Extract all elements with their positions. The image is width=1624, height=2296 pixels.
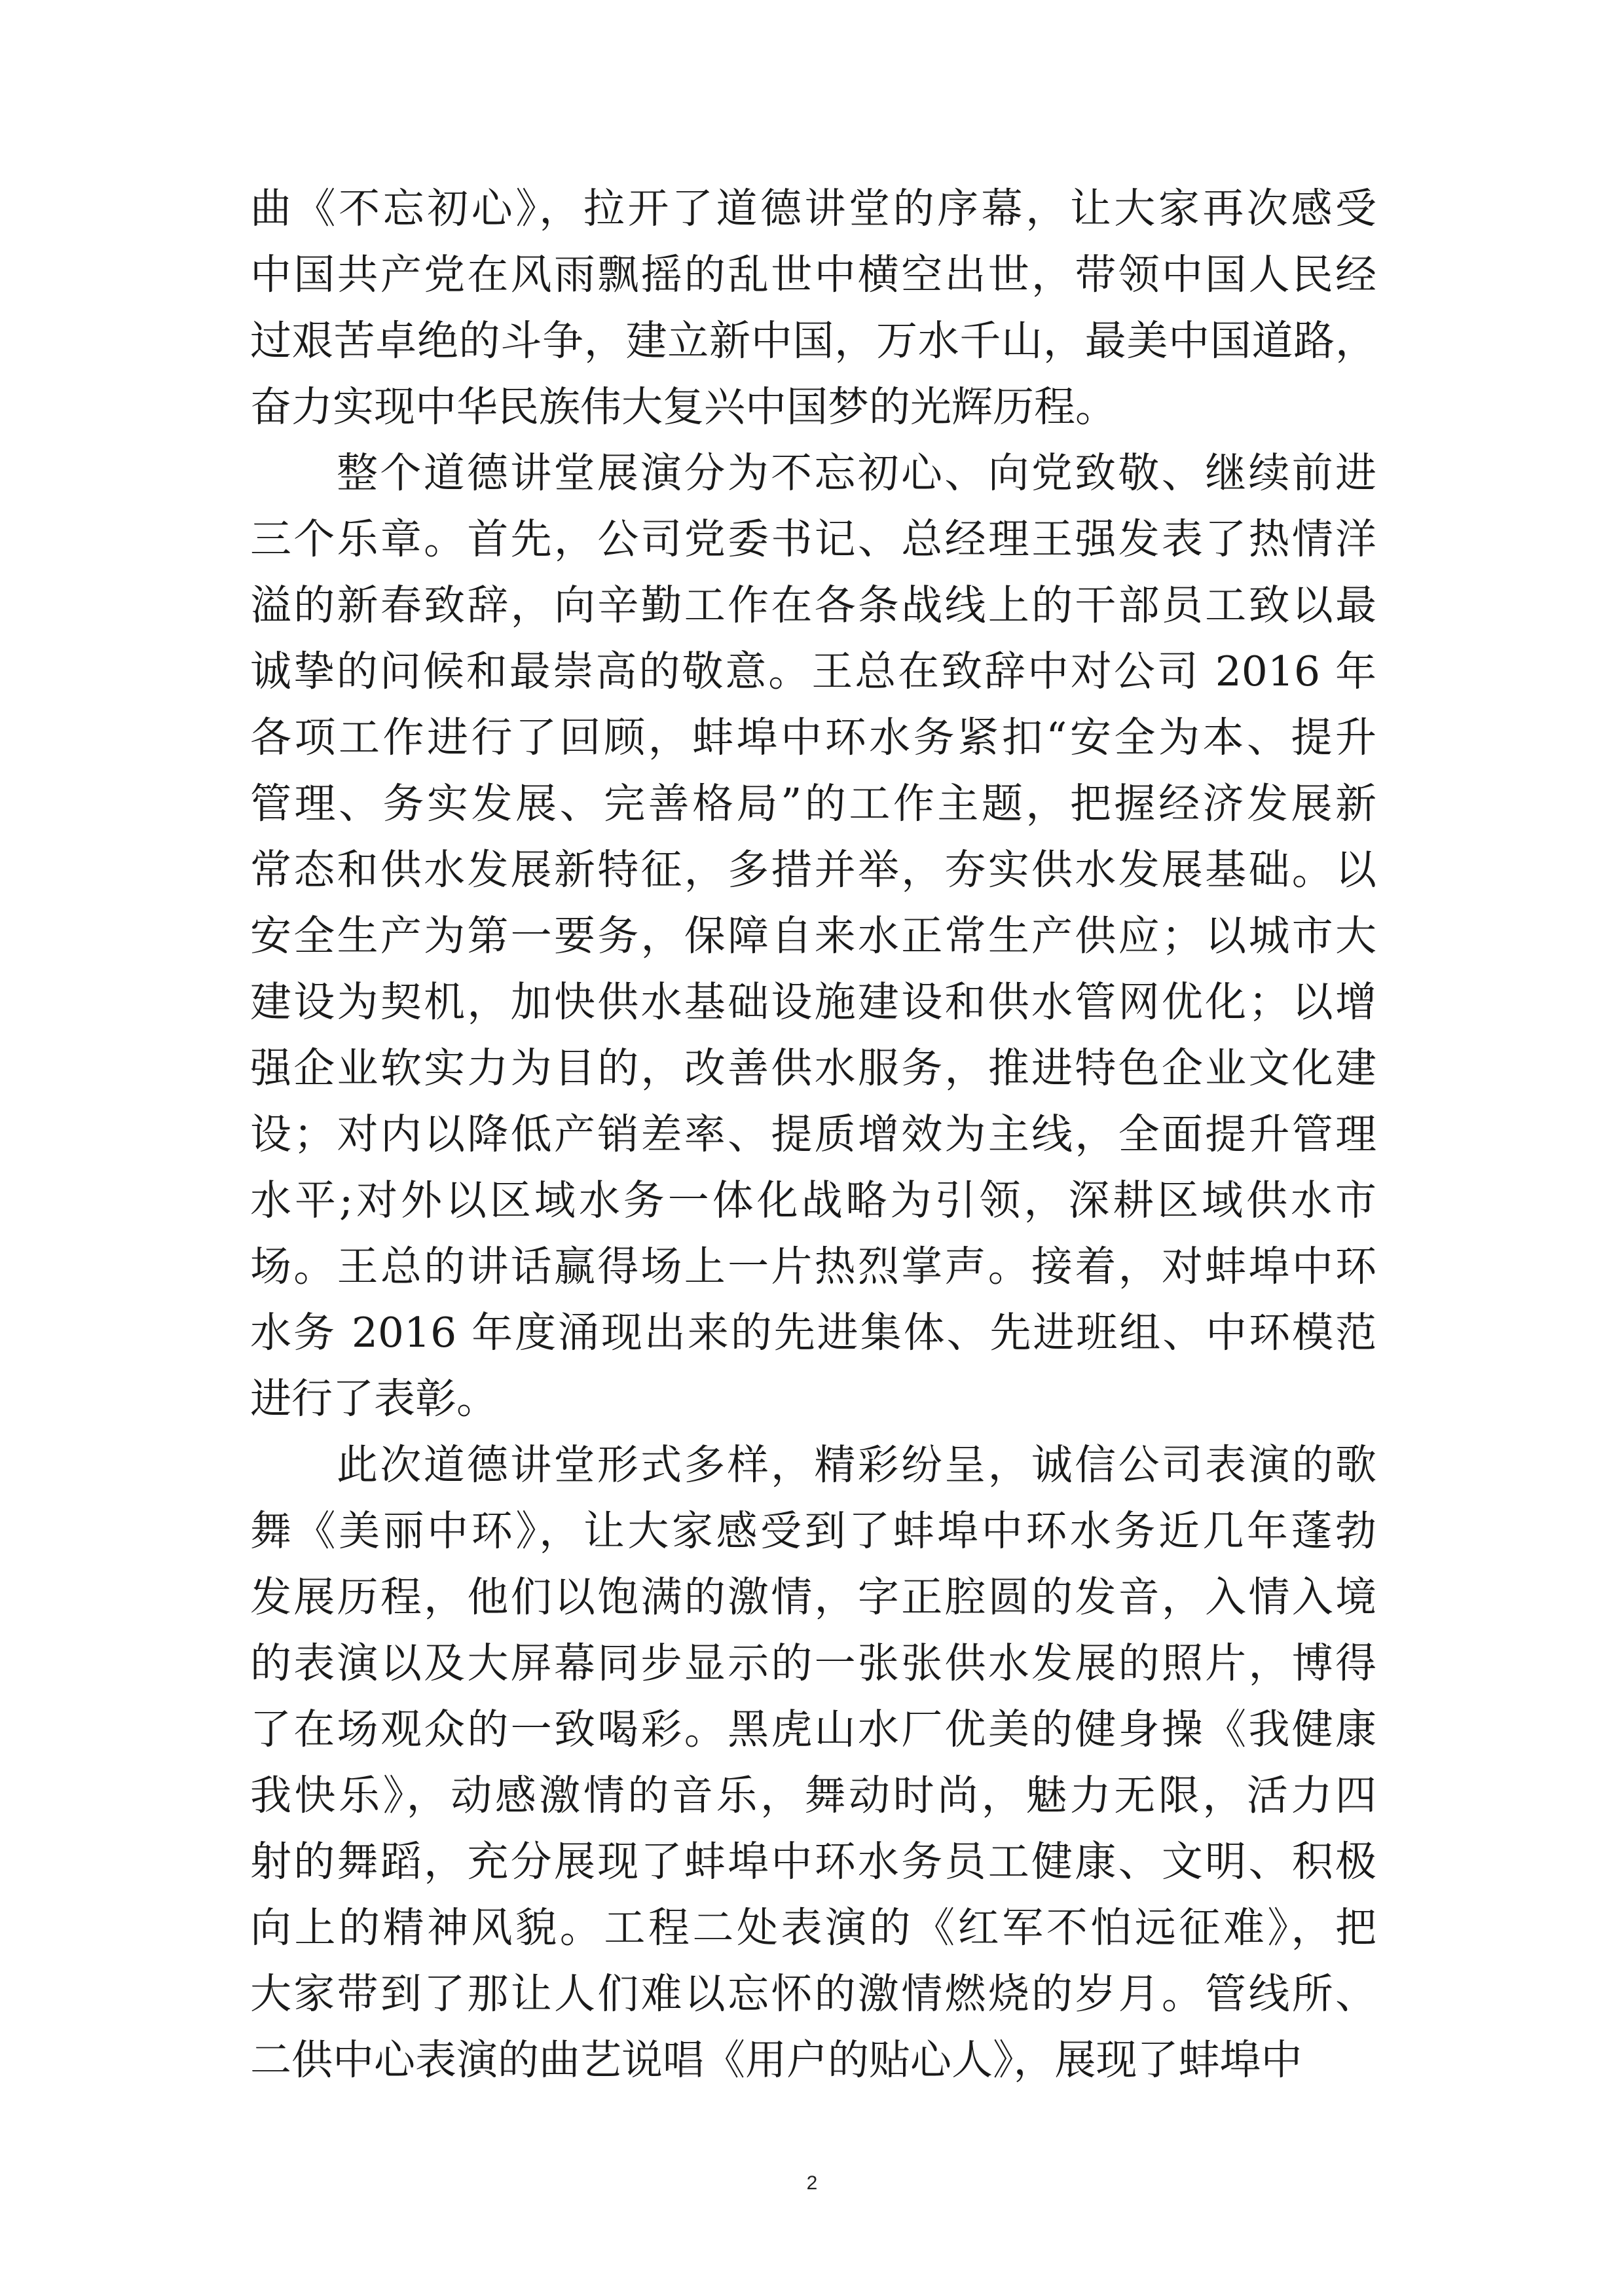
- text-line: 我快乐》，动感激情的音乐，舞动时尚，魅力无限，活力四: [250, 1772, 1376, 1819]
- page-number: 2: [806, 2172, 818, 2194]
- text-line: 中国共产党在风雨飘摇的乱世中横空出世，带领中国人民经: [250, 251, 1376, 299]
- text-line: 三个乐章。首先，公司党委书记、总经理王强发表了热情洋: [250, 515, 1376, 563]
- text-line: 管理、务实发展、完善格局”的工作主题，把握经济发展新: [250, 780, 1376, 828]
- text-line: 大家带到了那让人们难以忘怀的激情燃烧的岁月。管线所、: [250, 1970, 1376, 2018]
- text-line: 安全生产为第一要务，保障自来水正常生产供应；以城市大: [250, 912, 1376, 960]
- text-line: 进行了表彰。: [250, 1375, 498, 1423]
- text-line: 曲《不忘初心》，拉开了道德讲堂的序幕，让大家再次感受: [250, 185, 1376, 232]
- text-line: 设；对内以降低产销差率、提质增效为主线，全面提升管理: [250, 1110, 1376, 1158]
- text-line: 建设为契机，加快供水基础设施建设和供水管网优化；以增: [250, 978, 1376, 1026]
- text-line: 舞《美丽中环》，让大家感受到了蚌埠中环水务近几年蓬勃: [250, 1507, 1376, 1555]
- text-line: 强企业软实力为目的，改善供水服务，推进特色企业文化建: [250, 1044, 1376, 1092]
- text-line: 水务 2016 年度涌现出来的先进集体、先进班组、中环模范: [250, 1309, 1376, 1357]
- text-line: 常态和供水发展新特征，多措并举，夯实供水发展基础。以: [250, 846, 1376, 894]
- text-line: 射的舞蹈，充分展现了蚌埠中环水务员工健康、文明、积极: [250, 1838, 1376, 1886]
- text-line: 奋力实现中华民族伟大复兴中国梦的光辉历程。: [250, 383, 1116, 431]
- text-line: 水平;对外以区域水务一体化战略为引领，深耕区域供水市: [250, 1176, 1376, 1224]
- text-line: 溢的新春致辞，向辛勤工作在各条战线上的干部员工致以最: [250, 581, 1376, 629]
- text-line: 的表演以及大屏幕同步显示的一张张供水发展的照片，博得: [250, 1639, 1376, 1687]
- body-text: [250, 175, 1376, 2093]
- paragraph: [250, 440, 1376, 1432]
- text-line: 诚挚的问候和最崇高的敬意。王总在致辞中对公司 2016 年: [250, 647, 1376, 695]
- text-line: 二供中心表演的曲艺说唱《用户的贴心人》，展现了蚌埠中: [250, 2036, 1302, 2084]
- text-line: 场。王总的讲话赢得场上一片热烈掌声。接着，对蚌埠中环: [250, 1243, 1376, 1290]
- text-line: 发展历程，他们以饱满的激情，字正腔圆的发音，入情入境: [250, 1573, 1376, 1621]
- paragraph: [250, 1432, 1376, 2093]
- text-line: 整个道德讲堂展演分为不忘初心、向党致敬、继续前进: [337, 449, 1376, 497]
- text-line: 各项工作进行了回顾，蚌埠中环水务紧扣“安全为本、提升: [250, 714, 1376, 761]
- text-line: 此次道德讲堂形式多样，精彩纷呈，诚信公司表演的歌: [337, 1441, 1376, 1489]
- text-line: 过艰苦卓绝的斗争，建立新中国，万水千山，最美中国道路，: [250, 317, 1376, 365]
- paragraph: [250, 175, 1376, 440]
- text-line: 了在场观众的一致喝彩。黑虎山水厂优美的健身操《我健康: [250, 1705, 1376, 1753]
- text-line: 向上的精神风貌。工程二处表演的《红军不怕远征难》，把: [250, 1904, 1376, 1952]
